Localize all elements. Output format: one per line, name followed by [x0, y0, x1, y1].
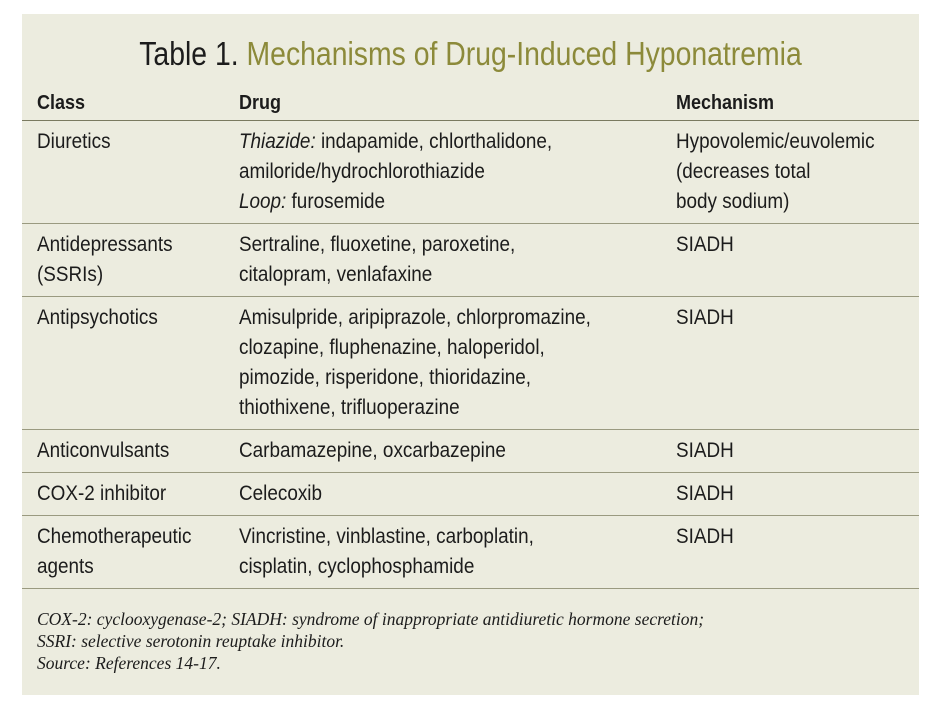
cell-drug — [239, 297, 676, 430]
class-line: (SSRIs) — [37, 263, 104, 286]
cell-class — [22, 121, 239, 224]
drug-line — [239, 260, 515, 290]
drug-names: Amisulpride, aripiprazole, chlorpromazine, — [239, 306, 591, 329]
class-line: COX-2 inhibitor — [37, 482, 167, 505]
header-row — [22, 86, 919, 121]
drug-subclass-label: Thiazide: — [239, 130, 316, 153]
cell-class — [22, 516, 239, 589]
table-row — [22, 121, 919, 224]
cell-drug — [239, 473, 676, 516]
drug-names: thiothixene, trifluoperazine — [239, 396, 460, 419]
drug-names: cisplatin, cyclophosphamide — [239, 555, 475, 578]
drug-line — [239, 436, 506, 466]
drug-names: Sertraline, fluoxetine, paroxetine, — [239, 233, 516, 256]
table-row — [22, 516, 919, 589]
footnote-abbreviations: COX-2: cyclooxygenase-2; SIADH: syndrome of inappropriate antidiuretic hormone secretion; — [37, 609, 705, 629]
table-panel — [22, 14, 919, 695]
class-line: Anticonvulsants — [37, 439, 170, 462]
drug-names: Celecoxib — [239, 482, 322, 505]
drug-names: indapamide, chlorthalidone, — [315, 130, 553, 153]
drug-line — [239, 303, 591, 333]
drug-names: clozapine, fluphenazine, haloperidol, — [239, 336, 545, 359]
table-title — [85, 34, 856, 74]
drug-line — [239, 393, 591, 423]
cell-class — [22, 473, 239, 516]
class-line: Chemotherapeutic — [37, 525, 192, 548]
cell-mechanism — [676, 430, 919, 473]
drug-names: amiloride/hydrochlorothiazide — [239, 160, 485, 183]
drug-table — [22, 86, 919, 589]
cell-drug — [239, 430, 676, 473]
cell-drug — [239, 121, 676, 224]
cell-class — [22, 297, 239, 430]
class-line: Diuretics — [37, 130, 111, 153]
drug-line — [239, 479, 322, 509]
class-line: agents — [37, 555, 94, 578]
drug-subclass-label: Loop: — [239, 190, 287, 213]
cell-mechanism — [676, 516, 919, 589]
drug-line — [239, 230, 515, 260]
mechanism-line: SIADH — [676, 439, 734, 462]
mechanism-line: body sodium) — [676, 190, 790, 213]
column-header-drug: Drug — [239, 86, 676, 121]
drug-line — [239, 127, 552, 157]
cell-mechanism — [676, 121, 919, 224]
drug-names: pimozide, risperidone, thioridazine, — [239, 366, 532, 389]
column-header-mechanism: Mechanism — [676, 86, 919, 121]
mechanism-line: (decreases total — [676, 160, 811, 183]
mechanism-line: SIADH — [676, 525, 734, 548]
cell-drug — [239, 224, 676, 297]
table-footnotes — [37, 608, 704, 674]
drug-line — [239, 157, 552, 187]
class-line: Antidepressants — [37, 233, 173, 256]
drug-line — [239, 363, 591, 393]
drug-names: furosemide — [286, 190, 386, 213]
footnote-source: Source: References 14-17. — [37, 653, 221, 673]
mechanism-line: SIADH — [676, 306, 734, 329]
table-row — [22, 430, 919, 473]
drug-line — [239, 552, 534, 582]
cell-mechanism — [676, 224, 919, 297]
cell-mechanism — [676, 297, 919, 430]
class-line: Antipsychotics — [37, 306, 158, 329]
cell-class — [22, 224, 239, 297]
mechanism-line: Hypovolemic/euvolemic — [676, 130, 875, 153]
footnote-ssri: SSRI: selective serotonin reuptake inhibitor. — [37, 631, 345, 651]
mechanism-line: SIADH — [676, 233, 734, 256]
table-row — [22, 473, 919, 516]
drug-names: Carbamazepine, oxcarbazepine — [239, 439, 506, 462]
column-header-class: Class — [22, 86, 239, 121]
cell-class — [22, 430, 239, 473]
drug-names: Vincristine, vinblastine, carboplatin, — [239, 525, 534, 548]
drug-line — [239, 187, 552, 217]
drug-names: citalopram, venlafaxine — [239, 263, 433, 286]
table-row — [22, 224, 919, 297]
drug-line — [239, 333, 591, 363]
mechanism-line: SIADH — [676, 482, 734, 505]
table-row — [22, 297, 919, 430]
table-number: Table 1. — [139, 35, 239, 72]
cell-mechanism — [676, 473, 919, 516]
cell-drug — [239, 516, 676, 589]
table-caption: Mechanisms of Drug-Induced Hyponatremia — [246, 35, 802, 72]
drug-line — [239, 522, 534, 552]
